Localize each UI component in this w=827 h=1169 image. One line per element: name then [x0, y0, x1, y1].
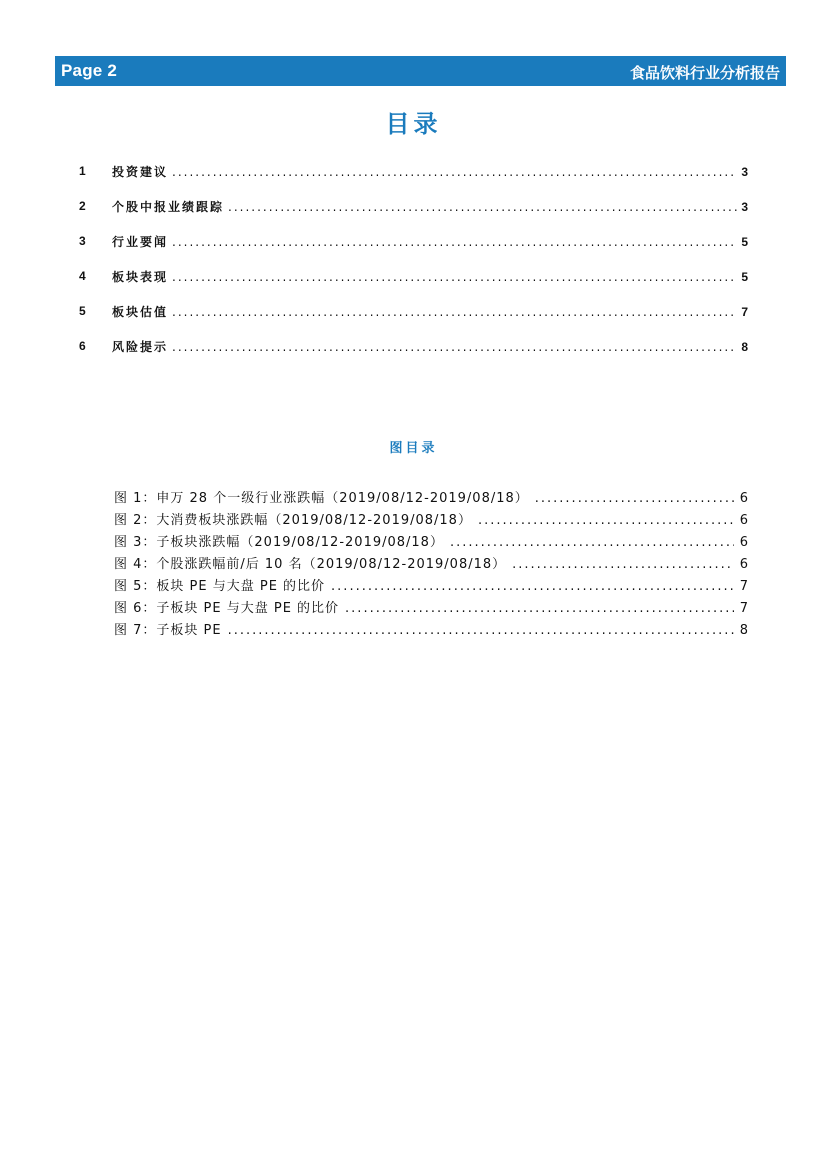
figure-entry-page[interactable]: 7 [739, 601, 748, 616]
figure-leader-dots [478, 513, 734, 528]
figure-entry-label[interactable]: 图 3：子板块涨跌幅（2019/08/12-2019/08/18） [114, 535, 444, 550]
toc-entry-label[interactable]: 行业要闻 [112, 235, 169, 249]
toc-entry-number: 2 [79, 199, 86, 213]
figure-leader-dots [331, 579, 734, 594]
toc-entry-number: 5 [79, 304, 86, 318]
page-number: Page 2 [61, 61, 118, 80]
figure-entry-label[interactable]: 图 1：申万 28 个一级行业涨跌幅（2019/08/12-2019/08/18） [114, 491, 529, 506]
figure-entry-page[interactable]: 6 [739, 513, 748, 528]
figure-entry-label[interactable]: 图 5：板块 PE 与大盘 PE 的比价 [114, 579, 326, 594]
figure-entry-4[interactable] [114, 553, 748, 574]
toc-entry-page[interactable]: 7 [741, 305, 748, 319]
figure-leader-dots [535, 491, 734, 506]
toc-leader-dots [172, 305, 737, 319]
toc-entry-page[interactable]: 5 [741, 235, 748, 249]
toc-leader-dots [172, 340, 737, 354]
toc-entry-label[interactable]: 投资建议 [112, 165, 169, 179]
toc-leader-dots [228, 200, 737, 214]
figure-leader-dots [345, 601, 734, 616]
toc-entry-label[interactable]: 风险提示 [112, 340, 169, 354]
toc-entry-label[interactable]: 个股中报业绩跟踪 [112, 200, 225, 214]
toc-leader-dots [172, 235, 737, 249]
figure-entry-2[interactable] [114, 509, 748, 530]
toc-entry-label[interactable]: 板块表现 [112, 270, 169, 284]
figure-entry-page[interactable]: 6 [739, 491, 748, 506]
figure-entry-7[interactable] [114, 619, 748, 640]
toc-entry-page[interactable]: 3 [741, 165, 748, 179]
figure-entry-page[interactable]: 6 [739, 557, 748, 572]
figure-entry-6[interactable] [114, 597, 748, 618]
figure-entry-1[interactable] [114, 487, 748, 508]
toc-entry-3[interactable] [0, 231, 827, 253]
toc-title: 目录 [385, 110, 442, 138]
toc-entry-number: 3 [79, 234, 86, 248]
page-header-bar [55, 56, 786, 86]
toc-entry-number: 1 [79, 164, 86, 178]
toc-entry-number: 6 [79, 339, 86, 353]
figure-entry-label[interactable]: 图 4：个股涨跌幅前/后 10 名（2019/08/12-2019/08/18） [114, 557, 507, 572]
toc-leader-dots [172, 165, 737, 179]
figure-entry-label[interactable]: 图 2：大消费板块涨跌幅（2019/08/12-2019/08/18） [114, 513, 472, 528]
figure-entry-3[interactable] [114, 531, 748, 552]
figure-list-title: 图目录 [389, 441, 438, 456]
toc-entry-6[interactable] [0, 336, 827, 358]
figure-entry-5[interactable] [114, 575, 748, 596]
figure-leader-dots [450, 535, 734, 550]
figure-entry-page[interactable]: 6 [739, 535, 748, 550]
figure-entry-label[interactable]: 图 6：子板块 PE 与大盘 PE 的比价 [114, 601, 340, 616]
report-title: 食品饮料行业分析报告 [629, 64, 780, 82]
toc-entry-2[interactable] [0, 196, 827, 218]
toc-entry-4[interactable] [0, 266, 827, 288]
toc-entry-number: 4 [79, 269, 86, 283]
toc-entry-page[interactable]: 5 [741, 270, 748, 284]
toc-entry-label[interactable]: 板块估值 [112, 305, 169, 319]
toc-entry-5[interactable] [0, 301, 827, 323]
toc-entry-page[interactable]: 8 [741, 340, 748, 354]
toc-leader-dots [172, 270, 737, 284]
figure-entry-page[interactable]: 8 [739, 623, 748, 638]
figure-leader-dots [228, 623, 734, 638]
toc-entry-1[interactable] [0, 161, 827, 183]
toc-entry-page[interactable]: 3 [741, 200, 748, 214]
figure-leader-dots [512, 557, 734, 572]
figure-entry-page[interactable]: 7 [739, 579, 748, 594]
figure-entry-label[interactable]: 图 7：子板块 PE [114, 623, 222, 638]
